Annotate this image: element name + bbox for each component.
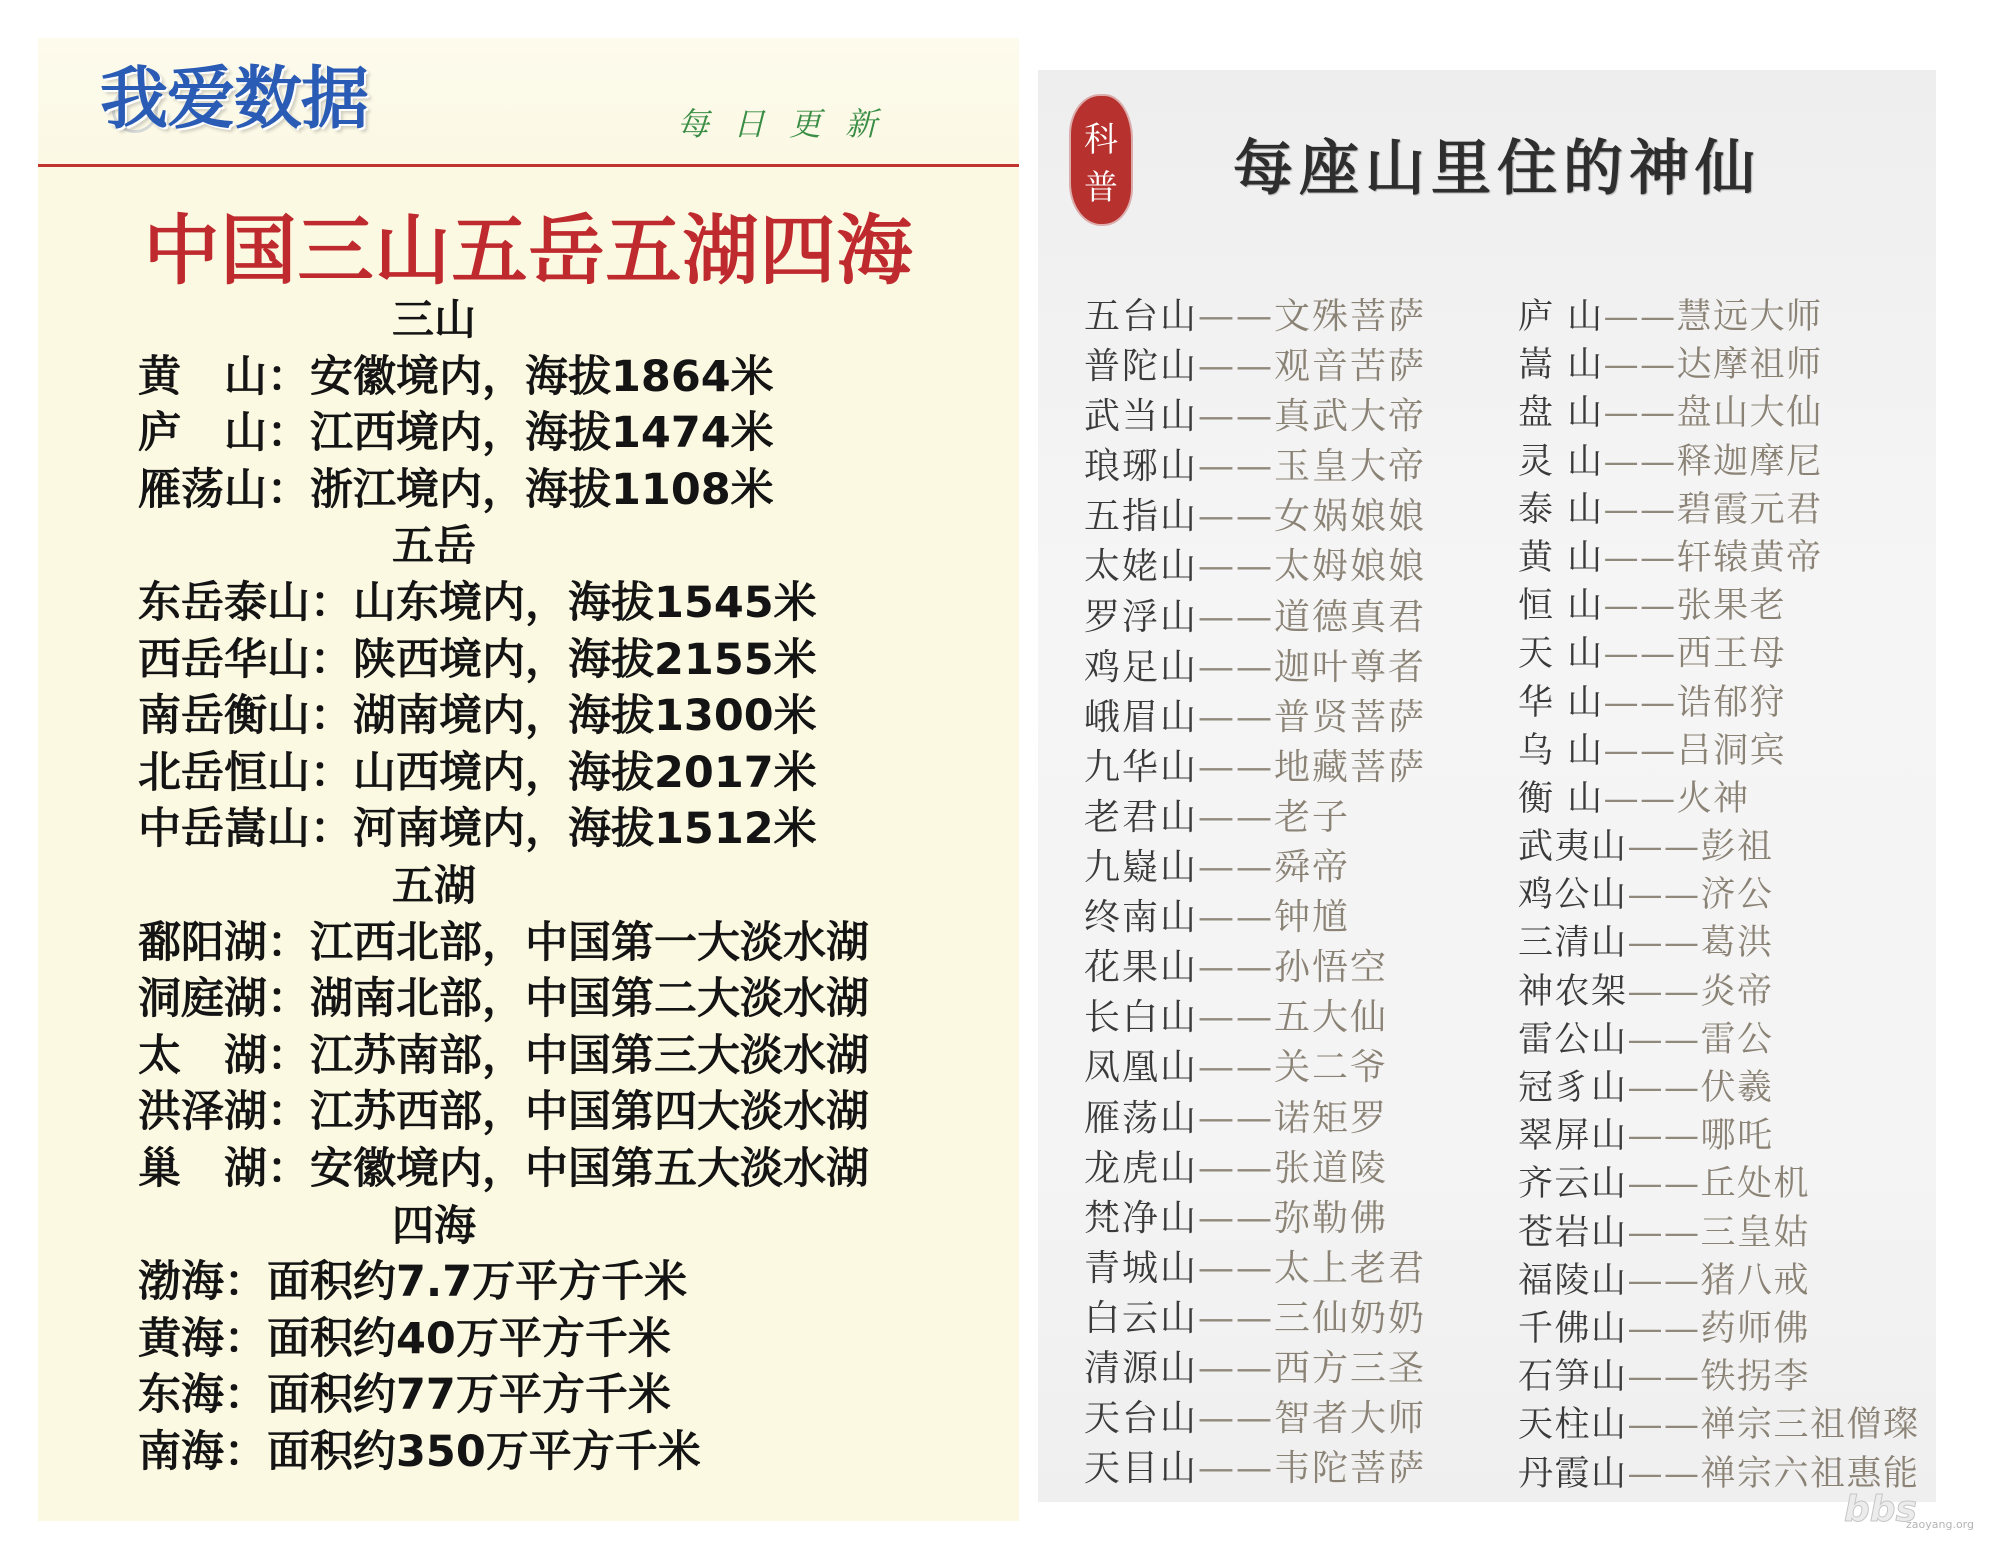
separator-dash: —— (1627, 1212, 1701, 1253)
deity-name: 太上老君 (1274, 1247, 1427, 1289)
mountain-name: 九华山 (1084, 746, 1199, 788)
separator-dash: —— (1603, 778, 1677, 819)
card-title: 每座山里住的神仙 (1233, 134, 1761, 204)
separator-dash: —— (1198, 1347, 1275, 1389)
separator-dash: —— (1198, 847, 1275, 889)
mountain-row (1084, 1244, 1426, 1294)
mountain-row (1084, 1294, 1426, 1344)
mountain-name: 凤凰山 (1084, 1047, 1199, 1089)
deity-name: 达摩祖师 (1676, 345, 1823, 386)
fact-line: 西岳华山：陕西境内，海拔2155米 (138, 634, 817, 685)
deity-name: 火神 (1676, 778, 1750, 819)
mountain-name: 普陀山 (1084, 346, 1199, 388)
deity-name: 铁拐李 (1700, 1357, 1811, 1398)
separator-dash: —— (1603, 682, 1677, 723)
mountain-row (1084, 492, 1426, 542)
mountain-name: 泰 山 (1518, 489, 1604, 530)
mountain-row (1518, 1112, 1920, 1160)
fact-line: 鄱阳湖：江西北部，中国第一大淡水湖 (138, 917, 869, 968)
daily-update-note: 每日更新 (677, 105, 902, 143)
deity-name: 禅宗六祖惠能 (1700, 1453, 1920, 1494)
deity-name: 道德真君 (1274, 596, 1427, 638)
mountain-name: 九嶷山 (1084, 847, 1199, 889)
separator-dash: —— (1198, 646, 1275, 688)
separator-dash: —— (1198, 947, 1275, 989)
mountain-name: 琅琊山 (1084, 446, 1199, 488)
separator-dash: —— (1627, 1453, 1701, 1494)
deity-name: 真武大帝 (1274, 396, 1427, 438)
deity-name: 丘处机 (1700, 1164, 1811, 1205)
mountain-name: 雷公山 (1518, 1019, 1628, 1060)
facts-list (138, 292, 998, 1480)
separator-dash: —— (1603, 441, 1677, 482)
deity-name: 济公 (1700, 875, 1774, 916)
separator-dash: —— (1603, 393, 1677, 434)
mountain-row (1518, 968, 1920, 1016)
deity-name: 老子 (1274, 796, 1351, 838)
section-heading-mountains: 三山 (391, 295, 476, 344)
mountain-name: 冠豸山 (1518, 1068, 1628, 1108)
deity-name: 张果老 (1676, 586, 1787, 627)
deity-name: 猪八戒 (1700, 1260, 1811, 1301)
deity-name: 雷公 (1700, 1019, 1774, 1060)
mountain-name: 五台山 (1084, 296, 1199, 337)
mountain-row (1518, 1209, 1920, 1257)
mountain-name: 福陵山 (1518, 1260, 1628, 1301)
separator-dash: —— (1627, 1164, 1701, 1205)
mountain-row (1518, 1257, 1920, 1305)
deity-name: 孙悟空 (1274, 947, 1389, 989)
deity-name: 玉皇大帝 (1274, 446, 1427, 488)
mountain-name: 梵净山 (1084, 1197, 1199, 1239)
mountain-row (1518, 1401, 1920, 1449)
mountain-row (1084, 593, 1426, 643)
mountain-row (1084, 1094, 1426, 1144)
mountain-row (1518, 341, 1920, 389)
card-title: 中国三山五岳五湖四海 (143, 206, 914, 295)
fact-line: 庐 山：江西境内，海拔1474米 (138, 408, 774, 459)
deity-name: 药师佛 (1700, 1308, 1811, 1349)
section-heading-lakes: 五湖 (391, 860, 476, 910)
separator-dash: —— (1198, 546, 1275, 588)
mountain-name: 龙虎山 (1084, 1147, 1199, 1189)
deity-name: 张道陵 (1274, 1147, 1389, 1189)
mountain-row (1084, 843, 1426, 893)
deity-name: 哪吒 (1700, 1116, 1774, 1157)
deity-name: 韦陀菩萨 (1274, 1448, 1427, 1490)
fact-line: 东海：面积约77万平方千米 (138, 1370, 671, 1421)
mountain-row (1518, 1305, 1920, 1353)
fact-line: 洪泽湖：江苏西部，中国第四大淡水湖 (138, 1087, 869, 1138)
separator-dash: —— (1198, 346, 1275, 388)
mountain-row (1518, 1353, 1920, 1401)
separator-dash: —— (1627, 923, 1701, 964)
mountain-row (1084, 1194, 1426, 1244)
mountain-name: 峨眉山 (1084, 696, 1199, 738)
mountain-row (1084, 1144, 1426, 1194)
separator-dash: —— (1603, 634, 1677, 675)
deity-name: 盘山大仙 (1676, 393, 1823, 434)
mountain-name: 武夷山 (1518, 827, 1628, 868)
deity-name: 诰郁狩 (1676, 682, 1787, 723)
mountain-name: 太姥山 (1084, 546, 1199, 588)
mountain-row (1084, 643, 1426, 693)
deity-name: 禅宗三祖僧璨 (1700, 1405, 1920, 1446)
mountain-row (1518, 630, 1920, 678)
deity-name: 文殊菩萨 (1274, 296, 1427, 337)
section-heading-sacred-peaks: 五岳 (391, 521, 476, 571)
mountain-row (1518, 727, 1920, 775)
separator-dash: —— (1627, 1019, 1701, 1060)
deity-name: 西方三圣 (1274, 1347, 1427, 1389)
mountain-name: 三清山 (1518, 923, 1628, 964)
brand-logo-text: 我爱数据 (100, 60, 369, 139)
separator-dash: —— (1603, 297, 1677, 337)
deity-name: 吕洞宾 (1676, 730, 1787, 771)
mountain-row (1518, 438, 1920, 486)
science-seal-badge (1071, 96, 1131, 224)
mountain-row (1084, 542, 1426, 592)
mountain-row (1518, 775, 1920, 823)
separator-dash: —— (1198, 696, 1275, 738)
mountain-name: 丹霞山 (1518, 1453, 1628, 1494)
deity-name: 钟馗 (1274, 897, 1351, 939)
separator-dash: —— (1198, 1247, 1275, 1289)
mountain-name: 天 山 (1518, 634, 1604, 675)
separator-dash: —— (1627, 971, 1701, 1012)
mountain-row (1518, 679, 1920, 727)
mountain-name: 五指山 (1084, 496, 1199, 538)
deity-name: 碧霞元君 (1676, 489, 1823, 530)
separator-dash: —— (1603, 730, 1677, 771)
fact-line: 巢 湖：安徽境内，中国第五大淡水湖 (138, 1143, 869, 1194)
forum-watermark: bbs (1844, 1489, 1917, 1530)
mountain-name: 武当山 (1084, 396, 1199, 438)
mountain-name: 老君山 (1084, 796, 1199, 838)
mountain-name: 天台山 (1084, 1398, 1199, 1440)
seal-char-top: 科 (1084, 120, 1118, 160)
deity-name: 葛洪 (1700, 923, 1774, 964)
separator-dash: —— (1198, 1047, 1275, 1089)
mountain-name: 灵 山 (1518, 441, 1604, 482)
mountain-row (1084, 442, 1426, 492)
mountain-name: 齐云山 (1518, 1164, 1628, 1205)
mountain-name: 鸡足山 (1084, 646, 1199, 688)
deity-name: 舜帝 (1274, 847, 1351, 889)
separator-dash: —— (1627, 1260, 1701, 1301)
section-heading-seas: 四海 (391, 1200, 476, 1250)
mountain-row (1518, 871, 1920, 919)
mountain-row (1518, 293, 1920, 341)
mountain-name: 黄 山 (1518, 537, 1604, 578)
mountain-name: 嵩 山 (1518, 345, 1604, 386)
mountain-row (1084, 1444, 1426, 1494)
separator-dash: —— (1603, 586, 1677, 627)
deity-name: 西王母 (1676, 634, 1787, 675)
mountain-name: 千佛山 (1518, 1308, 1628, 1349)
mountain-row (1084, 743, 1426, 793)
mountains-lakes-seas-card (38, 38, 1019, 1521)
mountain-name: 白云山 (1084, 1297, 1199, 1339)
fact-line: 北岳恒山：山西境内，海拔2017米 (138, 747, 817, 798)
mountain-row (1518, 1016, 1920, 1064)
separator-dash: —— (1198, 1448, 1275, 1490)
mountain-row (1084, 943, 1426, 993)
separator-dash: —— (1627, 875, 1701, 916)
mountain-row (1518, 919, 1920, 967)
mountain-row (1084, 392, 1426, 442)
mountain-name: 罗浮山 (1084, 596, 1199, 638)
deity-name: 女娲娘娘 (1274, 496, 1427, 538)
mountain-name: 雁荡山 (1084, 1097, 1199, 1139)
deity-name: 诺矩罗 (1274, 1097, 1389, 1139)
deity-name: 三仙奶奶 (1274, 1297, 1427, 1339)
separator-dash: —— (1198, 1197, 1275, 1239)
mountain-row (1084, 693, 1426, 743)
mountain-name: 清源山 (1084, 1347, 1199, 1389)
separator-dash: —— (1603, 489, 1677, 530)
separator-dash: —— (1627, 1405, 1701, 1446)
deity-name: 炎帝 (1700, 971, 1774, 1012)
separator-dash: —— (1198, 1097, 1275, 1139)
deity-name: 智者大师 (1274, 1398, 1427, 1440)
mountain-name: 苍岩山 (1518, 1212, 1628, 1253)
mountain-name: 长白山 (1084, 997, 1199, 1039)
separator-dash: —— (1627, 1068, 1701, 1108)
separator-dash: —— (1198, 496, 1275, 538)
separator-dash: —— (1198, 1297, 1275, 1339)
mountain-name: 神农架 (1518, 971, 1628, 1012)
deity-name: 地藏菩萨 (1274, 746, 1427, 788)
fact-line: 黄海：面积约40万平方千米 (138, 1313, 671, 1364)
separator-dash: —— (1198, 446, 1275, 488)
mountain-name: 华 山 (1518, 682, 1604, 723)
deity-name: 释迦摩尼 (1676, 441, 1823, 482)
deity-name: 五大仙 (1274, 997, 1389, 1039)
mountain-row (1518, 486, 1920, 534)
separator-dash: —— (1198, 296, 1275, 337)
mountain-row (1518, 1160, 1920, 1208)
deity-column-left (1084, 292, 1426, 1494)
separator-dash: —— (1198, 396, 1275, 438)
mountain-row (1518, 389, 1920, 437)
separator-dash: —— (1627, 1116, 1701, 1157)
separator-dash: —— (1198, 997, 1275, 1039)
mountain-row (1084, 1043, 1426, 1093)
mountain-name: 翠屏山 (1518, 1116, 1628, 1157)
fact-line: 黄 山：安徽境内，海拔1864米 (138, 351, 774, 402)
deity-name: 普贤菩萨 (1274, 696, 1427, 738)
deity-name: 关二爷 (1274, 1047, 1389, 1089)
header-divider (38, 164, 1019, 167)
mountain-row (1518, 534, 1920, 582)
deity-name: 迦叶尊者 (1274, 646, 1427, 688)
mountain-row (1084, 793, 1426, 843)
seal-char-bottom: 普 (1084, 168, 1118, 208)
separator-dash: —— (1603, 537, 1677, 578)
mountain-name: 青城山 (1084, 1247, 1199, 1289)
mountain-row (1518, 582, 1920, 630)
mountain-row (1084, 292, 1426, 342)
separator-dash: —— (1198, 897, 1275, 939)
separator-dash: —— (1198, 746, 1275, 788)
separator-dash: —— (1627, 1308, 1701, 1349)
deity-column-right (1518, 293, 1920, 1498)
mountain-name: 鸡公山 (1518, 875, 1628, 916)
fact-line: 南海：面积约350万平方千米 (138, 1426, 701, 1477)
fact-line: 渤海：面积约7.7万平方千米 (138, 1257, 688, 1308)
deity-name: 彭祖 (1700, 827, 1774, 868)
mountain-row (1518, 1064, 1920, 1112)
deity-name: 三皇姑 (1700, 1212, 1811, 1253)
fact-line: 洞庭湖：湖南北部，中国第二大淡水湖 (138, 974, 869, 1025)
mountain-name: 花果山 (1084, 947, 1199, 989)
forum-watermark-domain: zaoyang.org (1906, 1518, 1974, 1531)
mountain-name: 天目山 (1084, 1448, 1199, 1490)
mountain-name: 庐 山 (1518, 297, 1604, 337)
mountain-name: 乌 山 (1518, 730, 1604, 771)
mountain-name: 恒 山 (1518, 586, 1604, 627)
separator-dash: —— (1603, 345, 1677, 386)
mountain-name: 石笋山 (1518, 1357, 1628, 1398)
mountain-row (1084, 993, 1426, 1043)
mountain-row (1084, 893, 1426, 943)
mountain-name: 天柱山 (1518, 1405, 1628, 1446)
deity-name: 轩辕黄帝 (1676, 537, 1823, 578)
deity-name: 慧远大师 (1676, 297, 1823, 337)
separator-dash: —— (1198, 796, 1275, 838)
separator-dash: —— (1198, 596, 1275, 638)
separator-dash: —— (1198, 1398, 1275, 1440)
fact-line: 太 湖：江苏南部，中国第三大淡水湖 (138, 1030, 869, 1081)
mountain-name: 盘 山 (1518, 393, 1604, 434)
mountain-name: 终南山 (1084, 897, 1199, 939)
separator-dash: —— (1627, 827, 1701, 868)
mountain-row (1084, 1344, 1426, 1394)
mountain-deities-card (1038, 70, 1936, 1502)
fact-line: 中岳嵩山：河南境内，海拔1512米 (138, 804, 817, 855)
fact-line: 雁荡山：浙江境内，海拔1108米 (138, 464, 774, 515)
deity-name: 弥勒佛 (1274, 1197, 1389, 1239)
deity-name: 太姆娘娘 (1274, 546, 1427, 588)
mountain-row (1084, 1394, 1426, 1444)
fact-line: 南岳衡山：湖南境内，海拔1300米 (138, 691, 817, 742)
fact-line: 东岳泰山：山东境内，海拔1545米 (138, 577, 817, 628)
separator-dash: —— (1627, 1357, 1701, 1398)
deity-name: 观音苦萨 (1274, 346, 1427, 388)
mountain-row (1084, 342, 1426, 392)
mountain-row (1518, 823, 1920, 871)
deity-name: 伏羲 (1700, 1068, 1774, 1108)
mountain-name: 衡 山 (1518, 778, 1604, 819)
separator-dash: —— (1198, 1147, 1275, 1189)
